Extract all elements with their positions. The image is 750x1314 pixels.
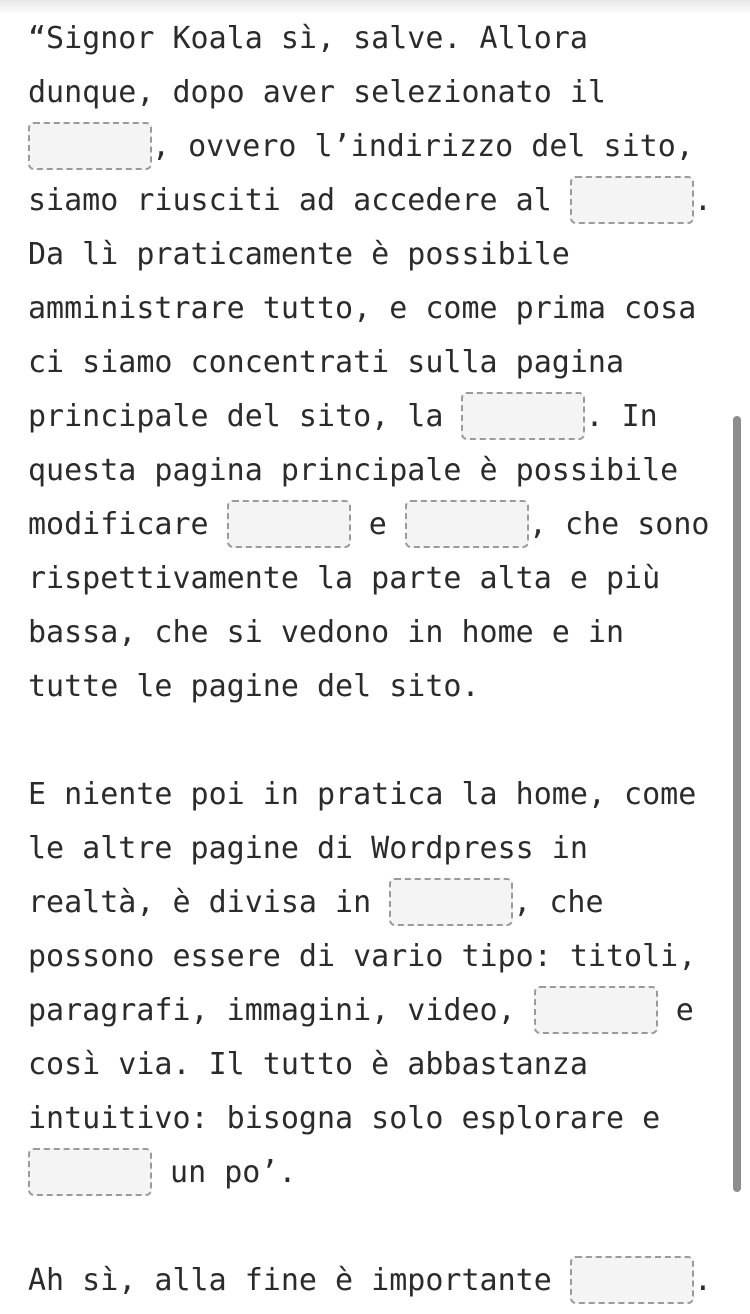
vertical-scrollbar[interactable] (733, 416, 741, 1192)
blank-7[interactable] (534, 986, 658, 1034)
blank-4[interactable] (227, 500, 351, 548)
paragraph-text: , che possono essere di vario tipo: titoli, paragrafi, immagini, video, (28, 885, 697, 1028)
blank-3[interactable] (461, 392, 585, 440)
paragraph-text: e così via. Il tutto è abbastanza intuitivo: bisogna solo esplorare e (28, 993, 694, 1136)
blank-8[interactable] (28, 1148, 152, 1196)
paragraph-text: . In questa pagina principale è possibile modificare (28, 399, 679, 542)
paragraph-text: , che sono rispettivamente la parte alta e più bassa, che si vedono in home e in tutte le pagine del sito. (28, 507, 710, 704)
fill-in-blanks-exercise (28, 12, 718, 1308)
paragraph-1 (28, 12, 718, 714)
paragraph-2 (28, 768, 718, 1200)
blank-1[interactable] (28, 122, 152, 170)
paragraph-text: . (693, 1263, 712, 1298)
paragraph-text: . Da lì praticamente è possibile amministrare tutto, e come prima cosa ci siamo concentrati sulla pagina principale del sito, la (28, 183, 712, 434)
paragraph-text: un po’. (152, 1155, 297, 1190)
paragraph-3 (28, 1254, 718, 1308)
blank-6[interactable] (389, 878, 513, 926)
blank-9[interactable] (570, 1256, 694, 1304)
paragraph-text: “Signor Koala sì, salve. Allora dunque, dopo aver selezionato il (28, 21, 606, 110)
blank-2[interactable] (570, 176, 694, 224)
paragraph-text: Ah sì, alla fine è importante (28, 1263, 570, 1298)
paragraph-text: , ovvero l’indirizzo del sito, siamo riusciti ad accedere al (28, 129, 694, 218)
paragraph-text: E niente poi in pratica la home, come le altre pagine di Wordpress in realtà, è divisa in (28, 777, 697, 920)
blank-5[interactable] (405, 500, 529, 548)
paragraph-text: e (350, 507, 405, 542)
